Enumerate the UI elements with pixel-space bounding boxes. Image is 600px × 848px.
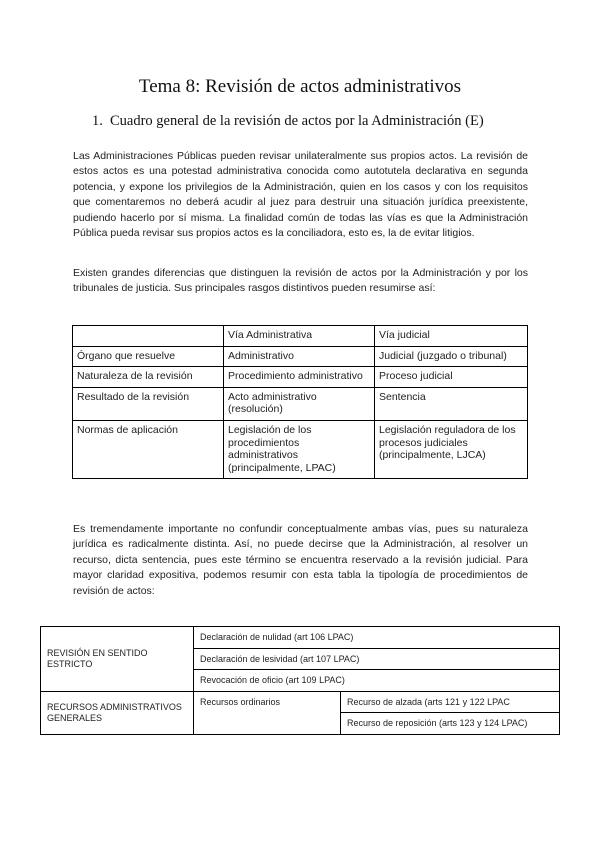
section-number: 1. xyxy=(92,113,103,129)
table-cell: Administrativo xyxy=(224,346,375,367)
table-cell: Legislación reguladora de los procesos judiciales (principalmente, LJCA) xyxy=(375,420,528,478)
table-cell: Órgano que resuelve xyxy=(73,346,224,367)
table-row xyxy=(41,691,560,713)
table-cell: Recurso de alzada (arts 121 y 122 LPAC xyxy=(341,691,560,713)
differences-paragraph: Existen grandes diferencias que distinguen la revisión de actos por la Administración y por los tribunales de justicia. Sus principales rasgos distintivos pueden resumirse así: xyxy=(73,267,528,295)
table-cell: Declaración de lesividad (art 107 LPAC) xyxy=(194,648,560,670)
document-title: Tema 8: Revisión de actos administrativos xyxy=(138,76,462,97)
subgroup-cell: Recursos ordinarios xyxy=(194,691,341,734)
table-cell: Judicial (juzgado o tribunal) xyxy=(375,346,528,367)
table-row xyxy=(73,387,528,420)
comparison-table xyxy=(72,325,528,479)
table-cell: Recurso de reposición (arts 123 y 124 LPAC) xyxy=(341,713,560,735)
table-cell: Naturaleza de la revisión xyxy=(73,367,224,388)
distinction-paragraph: Es tremendamente importante no confundir conceptualmente ambas vías, pues su naturaleza jurídica es radicalmente distinta. Así, no puede decirse que la Administración, al resolver un recurso, dicta sentencia, pues este término se encuentra reservado a la revisión judicial. Para mayor claridad expositiva, podemos resumir con esta tabla la tipología de procedimientos de revisión de actos: xyxy=(73,523,528,597)
table-cell: Legislación de los procedimientos administrativos (principalmente, LPAC) xyxy=(224,420,375,478)
table-row xyxy=(41,627,560,649)
table-header-cell: Vía judicial xyxy=(375,326,528,347)
section-heading xyxy=(92,113,484,130)
table-row xyxy=(73,420,528,478)
table-cell: Declaración de nulidad (art 106 LPAC) xyxy=(194,627,560,649)
table-cell: Sentencia xyxy=(375,387,528,420)
table-cell: Proceso judicial xyxy=(375,367,528,388)
table-header-cell: Vía Administrativa xyxy=(224,326,375,347)
table-row xyxy=(73,367,528,388)
intro-paragraph: Las Administraciones Públicas pueden revisar unilateralmente sus propios actos. La revisión de estos actos es una potestad administrativa conocida como autotutela declarativa en segunda potencia, y expone los privilegios de la Administración, quien en los casos y con los requisitos que comentaremos no deberá acudir al juez para destruir una situación jurídica preexistente, pudiendo hacerlo por sí misma. La finalidad común de todas las vías es que la Administración Pública pueda revisar sus propios actos es la conciliadora, esto es, la de evitar litigios. xyxy=(73,150,528,240)
table-row xyxy=(73,346,528,367)
table-cell: Normas de aplicación xyxy=(73,420,224,478)
table-header-cell xyxy=(73,326,224,347)
group-label-cell: RECURSOS ADMINISTRATIVOS GENERALES xyxy=(41,691,194,734)
section-title: Cuadro general de la revisión de actos por la Administración (E) xyxy=(110,113,484,129)
table-cell: Revocación de oficio (art 109 LPAC) xyxy=(194,670,560,692)
table-cell: Resultado de la revisión xyxy=(73,387,224,420)
table-header-row xyxy=(73,326,528,347)
group-label-cell: REVISIÓN EN SENTIDO ESTRICTO xyxy=(41,627,194,692)
typology-table xyxy=(40,626,560,735)
table-cell: Acto administrativo (resolución) xyxy=(224,387,375,420)
table-cell: Procedimiento administrativo xyxy=(224,367,375,388)
